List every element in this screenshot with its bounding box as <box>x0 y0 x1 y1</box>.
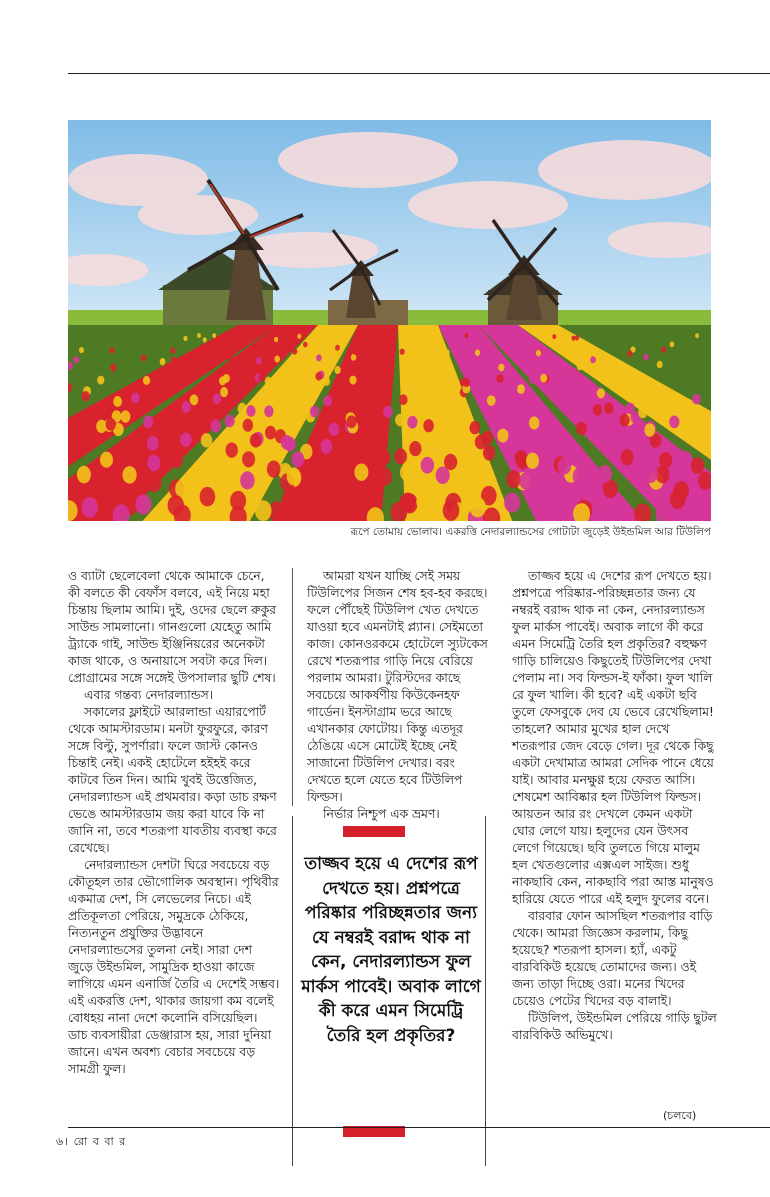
paragraph: বারবার ফোন আসছিল শতরূপার বাড়ি থেকে। আমরা জিজ্ঞেস করলাম, কিছু হয়েছে? শতরূপা হাসল। হ্যাঁ, একটু বারবিকিউ হয়েছে তোমাদের জন্য। ওই জন্য তাড়া দিচ্ছে ওরা। মনের খিদের চেয়েও পেটের খিদের বড় বালাই। <box>512 909 713 1008</box>
pull-quote-bar-top <box>343 826 405 837</box>
paragraph: ও ব্যাটা ছেলেবেলা থেকে আমাকে চেনে, কী বলতে কী বেফাঁস বলবে, এই নিয়ে মহা চিন্তায় ছিলাম আমি। দুই, ওদের ছেলে রুকুর সাউন্ড সামলানো। গানগুলো যেহেতু আমি ট্র্যাকে গাই, সাউন্ড ইঞ্জিনিয়রের অনেকটা কাজ থাকে, ও অনায়াসে সবটা করে দিল। প্রোগ্রামের সঙ্গে সঙ্গেই উপসালার ছুটি শেষ। <box>68 569 276 685</box>
paragraph: নির্ভার নিশ্চুপ এক ভ্রমণ। <box>323 807 440 821</box>
paragraph: নেদারল্যান্ডস দেশটা ঘিরে সবচেয়ে বড় কৌতূহল তার ভৌগোলিক অবস্থান। পৃথিবীর একমাত্র দেশ, সি লেভেলের নিচে। এই প্রতিকূলতা পেরিয়ে, সমুদ্রকে ঠেকিয়ে, নিত্যনতুন প্রযুক্তির উদ্ভাবনে নেদারল্যান্ডসের তুলনা নেই। সারা দেশ জুড়ে উইন্ডমিল, সামুদ্রিক হাওয়া কাজে লাগিয়ে এমন এনার্জি তৈরি এ দেশেই সম্ভব। এই একরত্তি দেশ, থাকার জায়গা কম বলেই বোধহয় নানা দেশে কলোনি বসিয়েছিল। ডাচ ব্যবসায়ীরা ডেঞ্জারাস হয়, সারা দুনিয়া জানে। এখন অবশ্য বেচার সবচেয়ে বড় সামগ্রী ফুল। <box>68 858 280 1076</box>
pull-quote: তাজ্জব হয়ে এ দেশের রূপ দেখতে হয়। প্রশ্নপত্রে পরিষ্কার পরিচ্ছন্নতার জন্য যে নম্বরই বরাদ্দ থাক না কেন, নেদারল্যান্ডস ফুল মার্কস পাবেই। অবাক লাগে কী করে এমন সিমেট্রি তৈরি হল প্রকৃতির? <box>301 854 481 1046</box>
paragraph: টিউলিপ, উইন্ডমিল পেরিয়ে গাড়ি ছুটল বারবিকিউ অভিমুখে। <box>512 1011 717 1042</box>
photo-caption: রূপে তোমায় ভোলাব। একরত্তি নেদারল্যান্ডসের গোটাটা জুড়েই উইন্ডমিল আর টিউলিপ <box>350 526 711 538</box>
top-rule <box>68 73 770 74</box>
paragraph: সকালের ফ্লাইটে আরলান্ডা এয়ারপোর্ট থেকে আমস্টারডাম। মনটা ফুরফুরে, কারণ সঙ্গে বিল্টু, সুপর্ণারা। ফলে জাস্ট কোনও চিন্তাই নেই। একই হোটেলে হইহই করে কাটবে তিন দিন। আমি খুবই উত্তেজিত, নেদারল্যান্ডস এই প্রথমবার। কড়া ডাচ রক্ষণ ভেঙে আমস্টারডাম জয় করা যাবে কি না জানি না, তবে শতরূপা যাবতীয় ব্যবস্থা করে রেখেছে। <box>68 705 277 855</box>
paragraph: এবার গন্তব্য নেদারল্যান্ডস। <box>84 688 214 702</box>
paragraph: আমরা যখন যাচ্ছি সেই সময় টিউলিপের সিজন শেষ হব-হব করছে। ফলে পৌঁছেই টিউলিপ খেত দেখতে যাওয়া হবে এমনটাই প্ল্যান। সেইমতো কাজ। কোনওরকমে হোটেলে স্যুটকেস রেখে শতরূপার গাড়ি নিয়ে বেরিয়ে পরলাম আমরা। টুরিস্টদের কাছে সবচেয়ে আকর্ষণীয় কিউকেনহফ গার্ডেন। ইনস্টাগ্রাম ভরে আছে এখানকার ফোটোয়। কিন্তু এতদূর ঠেঙিয়ে এসে মোটেই ইচ্ছে নেই সাজানো টিউলিপ দেখার। বরং দেখতে হলে যেতে হবে টিউলিপ ফিল্ডস। <box>307 569 488 804</box>
continued-label: (চলবে) <box>663 1109 697 1122</box>
column-divider <box>292 568 293 806</box>
article-column-3 <box>512 568 717 1044</box>
page-folio: ৬। রো ব বা র <box>56 1135 127 1148</box>
pull-quote-box <box>292 816 486 1166</box>
bottom-rule <box>68 1127 770 1128</box>
article-column-1 <box>68 568 280 1078</box>
article-column-2 <box>307 568 489 823</box>
windmill-tulip-illustration <box>68 120 711 521</box>
tulip-rows <box>68 325 711 521</box>
paragraph: তাজ্জব হয়ে এ দেশের রূপ দেখতে হয়। প্রশ্নপত্রে পরিষ্কার-পরিচ্ছন্নতার জন্য যে নম্বরই বরাদ্দ থাক না কেন, নেদারল্যান্ডস ফুল মার্কস পাবেই। অবাক লাগে কী করে এমন সিমেট্রি তৈরি হল প্রকৃতির? বহুক্ষণ গাড়ি চালিয়েও কিছুতেই টিউলিপের দেখা পেলাম না। সব ফিল্ডস-ই ফাঁকা। ফুল খালি রে ফুল খালি। কী হবে? এই একটা ছবি তুলে ফেসবুকে দেব যে ভেবে রেখেছিলাম! তাহলে? আমার মুখের হাল দেখে শতরূপার জেদ বেড়ে গেল। দূর থেকে কিছু একটা দেখামাত্র আমরা সেদিক পানে ধেয়ে যাই। আবার মনক্ষুণ্ণ হয়ে ফেরত আসি। শেষমেশ আবিষ্কার হল টিউলিপ ফিল্ডস। আয়তন আর রং দেখলে কেমন একটা ঘোর লেগে যায়। হলুদের যেন উৎসব লেগে গিয়েছে। ছবি তুলতে গিয়ে মালুম হল খেতগুলোর এক্সএল সাইজ। শুধু নাকছাবি কেন, নাকছাবি পরা আস্ত মানুষও হারিয়ে যেতে পারে এই হলুদ ফুলের বনে। <box>512 569 714 906</box>
hero-photo <box>68 120 711 521</box>
